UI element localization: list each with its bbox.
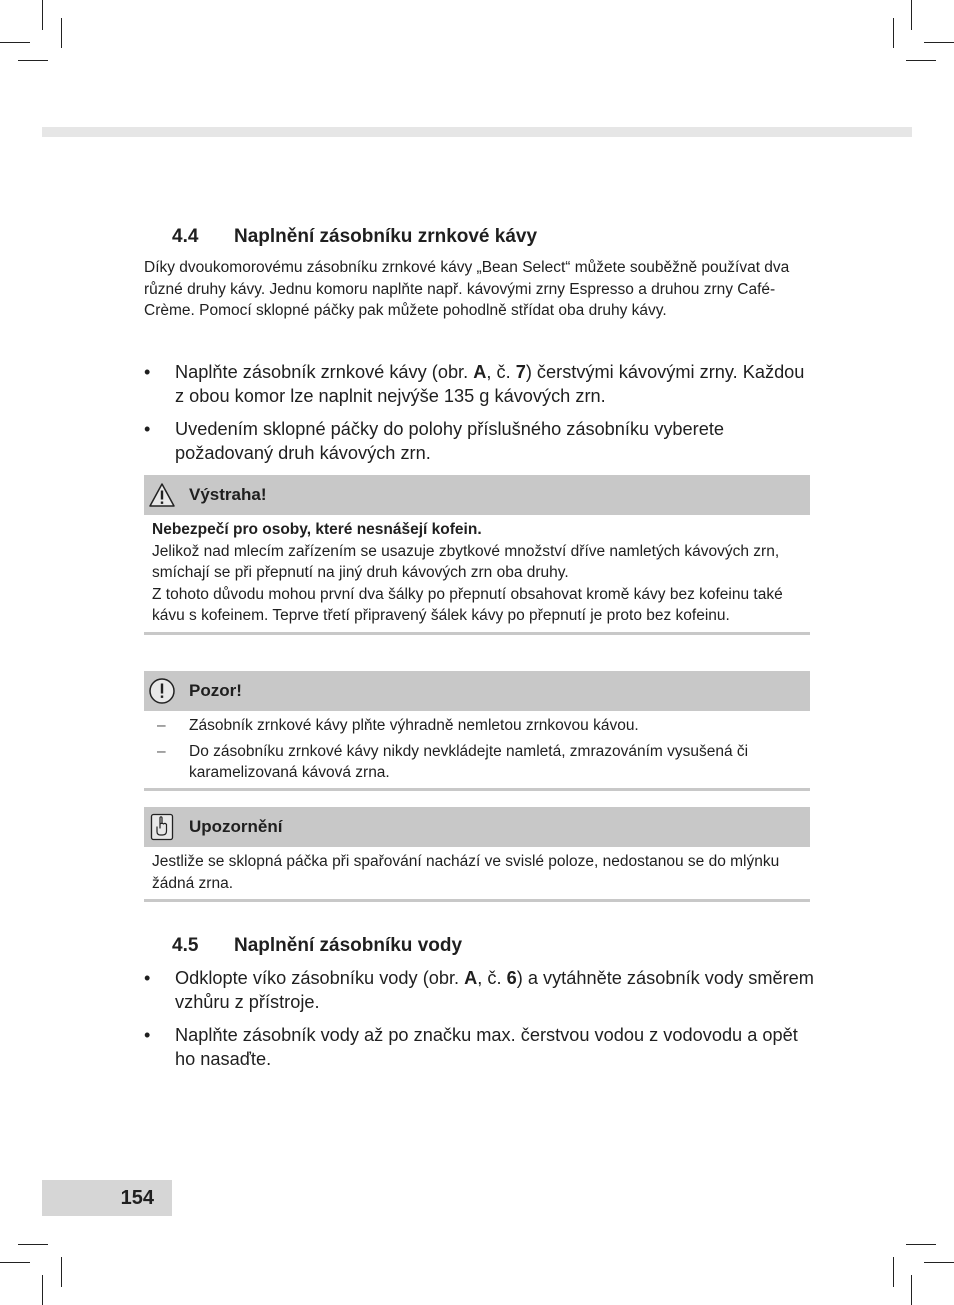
part-number: 6 (506, 968, 517, 988)
crop-mark (924, 42, 954, 43)
warning-box (144, 475, 810, 635)
crop-mark (0, 1262, 30, 1263)
crop-mark (893, 18, 894, 48)
page-number-text: 154 (120, 1186, 154, 1209)
warning-text: Z tohoto důvodu mohou první dva šálky po přepnutí obsahovat kromě kávy bez kofeinu také kávu s kofeinem. Teprve třetí připravený šálek kávy po přepnutí je proto bez kofeinu. (152, 585, 783, 624)
page-number (42, 1180, 172, 1216)
crop-mark (924, 1262, 954, 1263)
bullet-list-4-5 (144, 966, 814, 1080)
bullet-marker: • (144, 362, 151, 382)
crop-mark (911, 0, 912, 30)
crop-mark (18, 1244, 48, 1245)
dash-marker: – (157, 743, 166, 760)
crop-mark (61, 18, 62, 48)
crop-mark (42, 1275, 43, 1305)
crop-mark (18, 60, 48, 61)
warning-text: Jelikož nad mlecím zařízením se usazuje zbytkové množství dříve namletých kávových zrn, smíchají se při přepnutí na jiný druh kávových zrn oba druhy. (152, 542, 780, 581)
list-item (144, 417, 814, 465)
list-item (152, 715, 802, 736)
warning-header (144, 475, 810, 515)
bullet-marker: • (144, 1025, 151, 1045)
text-run: ) čerstvými kávovými zrny. Každou z obou komor lze naplnit nejvýše 135 g kávových zrn. (175, 362, 805, 406)
list-item (144, 360, 814, 408)
crop-mark (0, 42, 30, 43)
part-number: 7 (515, 362, 526, 382)
list-item (152, 741, 802, 783)
divider (144, 899, 810, 902)
figure-ref: A (464, 968, 478, 988)
section-heading-4-5 (172, 935, 462, 957)
text-run: , č. (477, 968, 507, 988)
note-box (144, 807, 810, 902)
text-run: Odklopte víko zásobníku vody (obr. (175, 968, 465, 988)
exclamation-circle-icon (148, 677, 176, 705)
warning-body (144, 515, 810, 627)
divider (144, 788, 810, 791)
caution-list (152, 715, 802, 783)
list-item (144, 966, 814, 1014)
bullet-list-4-4 (144, 360, 814, 474)
bullet-marker: • (144, 419, 151, 439)
note-text: Jestliže se sklopná páčka při spařování nachází ve svislé poloze, nedostanou se do mlýnku žádná zrna. (152, 853, 780, 892)
note-header (144, 807, 810, 847)
caution-body (144, 711, 810, 783)
note-title: Upozornění (189, 817, 283, 836)
divider (144, 632, 810, 635)
header-bar (42, 127, 912, 137)
note-body (144, 847, 810, 894)
section-title: Naplnění zásobníku zrnkové kávy (234, 226, 538, 247)
caution-header (144, 671, 810, 711)
bullet-marker: • (144, 968, 151, 988)
text-run: Uvedením sklopné páčky do polohy příslušného zásobníku vyberete požadovaný druh kávových zrn. (175, 419, 724, 463)
figure-ref: A (473, 362, 487, 382)
section-heading-4-4 (172, 226, 537, 248)
text-run: ) a vytáhněte zásobník vody směrem vzhůru z přístroje. (175, 968, 814, 1012)
intro-paragraph: Díky dvoukomorovému zásobníku zrnkové kávy „Bean Select“ můžete souběžně používat dva různé druhy kávy. Jednu komoru naplňte např. kávovými zrny Espresso a druhou zrny Café-Crème. Pomocí sklopné páčky pak můžete pohodlně střídat oba druhy kávy. (144, 259, 790, 319)
list-item (144, 1023, 814, 1071)
section-number: 4.5 (172, 935, 199, 956)
warning-title: Výstraha! (189, 485, 267, 504)
caution-title: Pozor! (189, 681, 242, 700)
caution-item-text: Zásobník zrnkové kávy plňte výhradně nemletou zrnkovou kávou. (189, 717, 639, 734)
crop-mark (893, 1257, 894, 1287)
caution-item-text: Do zásobníku zrnkové kávy nikdy nevkládejte namletá, zmrazováním vysušená či karamelizovaná kávová zrna. (189, 743, 749, 781)
warning-triangle-icon (148, 481, 176, 509)
warning-lead: Nebezpečí pro osoby, které nesnášejí kofein. (152, 521, 482, 538)
dash-marker: – (157, 717, 166, 734)
text-run: Naplňte zásobník zrnkové kávy (obr. (175, 362, 474, 382)
crop-mark (906, 60, 936, 61)
crop-mark (911, 1275, 912, 1305)
text-run: Naplňte zásobník vody až po značku max. čerstvou vodou z vodovodu a opět ho nasaďte. (175, 1025, 798, 1069)
pointing-hand-icon (148, 813, 176, 841)
caution-box (144, 671, 810, 791)
section-number: 4.4 (172, 226, 199, 247)
section-title: Naplnění zásobníku vody (234, 935, 463, 956)
text-run: , č. (486, 362, 516, 382)
crop-mark (906, 1244, 936, 1245)
crop-mark (42, 0, 43, 30)
crop-mark (61, 1257, 62, 1287)
